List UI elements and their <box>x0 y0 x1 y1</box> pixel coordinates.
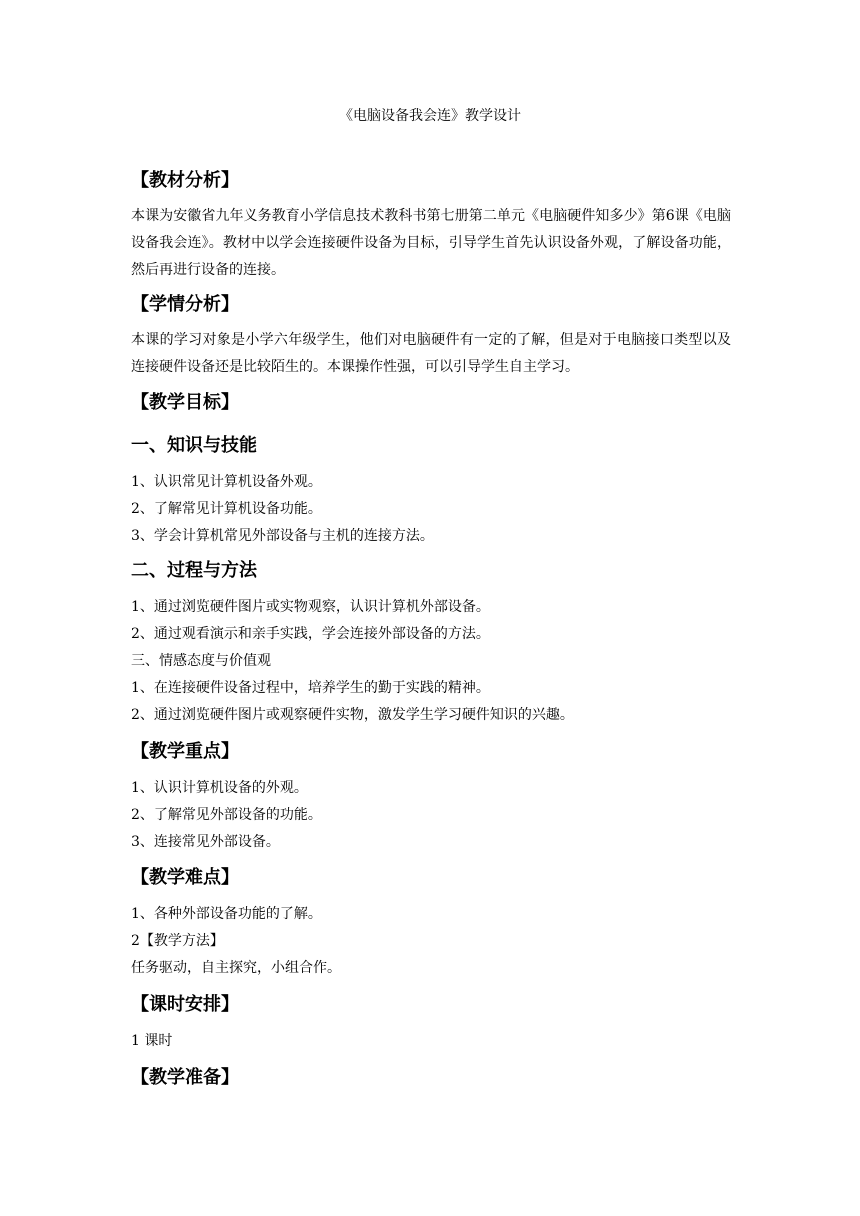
section-heading-key-points: 【教学重点】 <box>131 741 239 762</box>
student-analysis-text: 本课的学习对象是小学六年级学生，他们对电脑硬件有一定的了解，但是对于电脑接口类型以及连接硬件设备还是比较陌生的。本课操作性强，可以引导学生自主学习。 <box>131 332 731 375</box>
schedule-text: 1 课时 <box>131 1033 173 1049</box>
list-item: 1、在连接硬件设备过程中，培养学生的勤于实践的精神。 <box>131 680 490 696</box>
list-item: 3、连接常见外部设备。 <box>131 834 280 850</box>
material-analysis-text: 本课为安徽省九年义务教育小学信息技术教科书第七册第二单元《电脑硬件知多少》第6课《电脑设备我会连》。教材中以学会连接硬件设备为目标，引导学生首先认识设备外观，了解设备功能，然后再进行设备的连接。 <box>131 208 731 278</box>
list-item: 1、各种外部设备功能的了解。 <box>131 906 322 922</box>
subheading-attitude-values: 三、情感态度与价值观 <box>131 653 271 669</box>
section-heading-difficulties: 【教学难点】 <box>131 867 239 888</box>
list-item: 1、通过浏览硬件图片或实物观察，认识计算机外部设备。 <box>131 599 490 615</box>
list-item: 2、了解常见计算机设备功能。 <box>131 501 322 517</box>
subheading-process-methods: 二、过程与方法 <box>131 560 257 581</box>
list-item: 1、认识计算机设备的外观。 <box>131 780 308 796</box>
section-heading-student-analysis: 【学情分析】 <box>131 294 239 315</box>
list-item: 2【教学方法】 <box>131 933 224 949</box>
section-heading-schedule: 【课时安排】 <box>131 994 239 1015</box>
list-item: 2、通过观看演示和亲手实践，学会连接外部设备的方法。 <box>131 626 490 642</box>
section-heading-material-analysis: 【教材分析】 <box>131 170 239 191</box>
list-item: 1、认识常见计算机设备外观。 <box>131 474 322 490</box>
list-item: 2、通过浏览硬件图片或观察硬件实物，激发学生学习硬件知识的兴趣。 <box>131 707 574 723</box>
section-heading-teaching-goals: 【教学目标】 <box>131 392 239 413</box>
list-item: 任务驱动，自主探究，小组合作。 <box>131 960 341 976</box>
subheading-knowledge-skills: 一、知识与技能 <box>131 435 257 456</box>
document-body <box>131 168 731 1091</box>
list-item: 2、了解常见外部设备的功能。 <box>131 807 322 823</box>
document-title: 《电脑设备我会连》教学设计 <box>339 108 521 124</box>
list-item: 3、学会计算机常见外部设备与主机的连接方法。 <box>131 528 434 544</box>
section-heading-preparation: 【教学准备】 <box>131 1067 239 1088</box>
